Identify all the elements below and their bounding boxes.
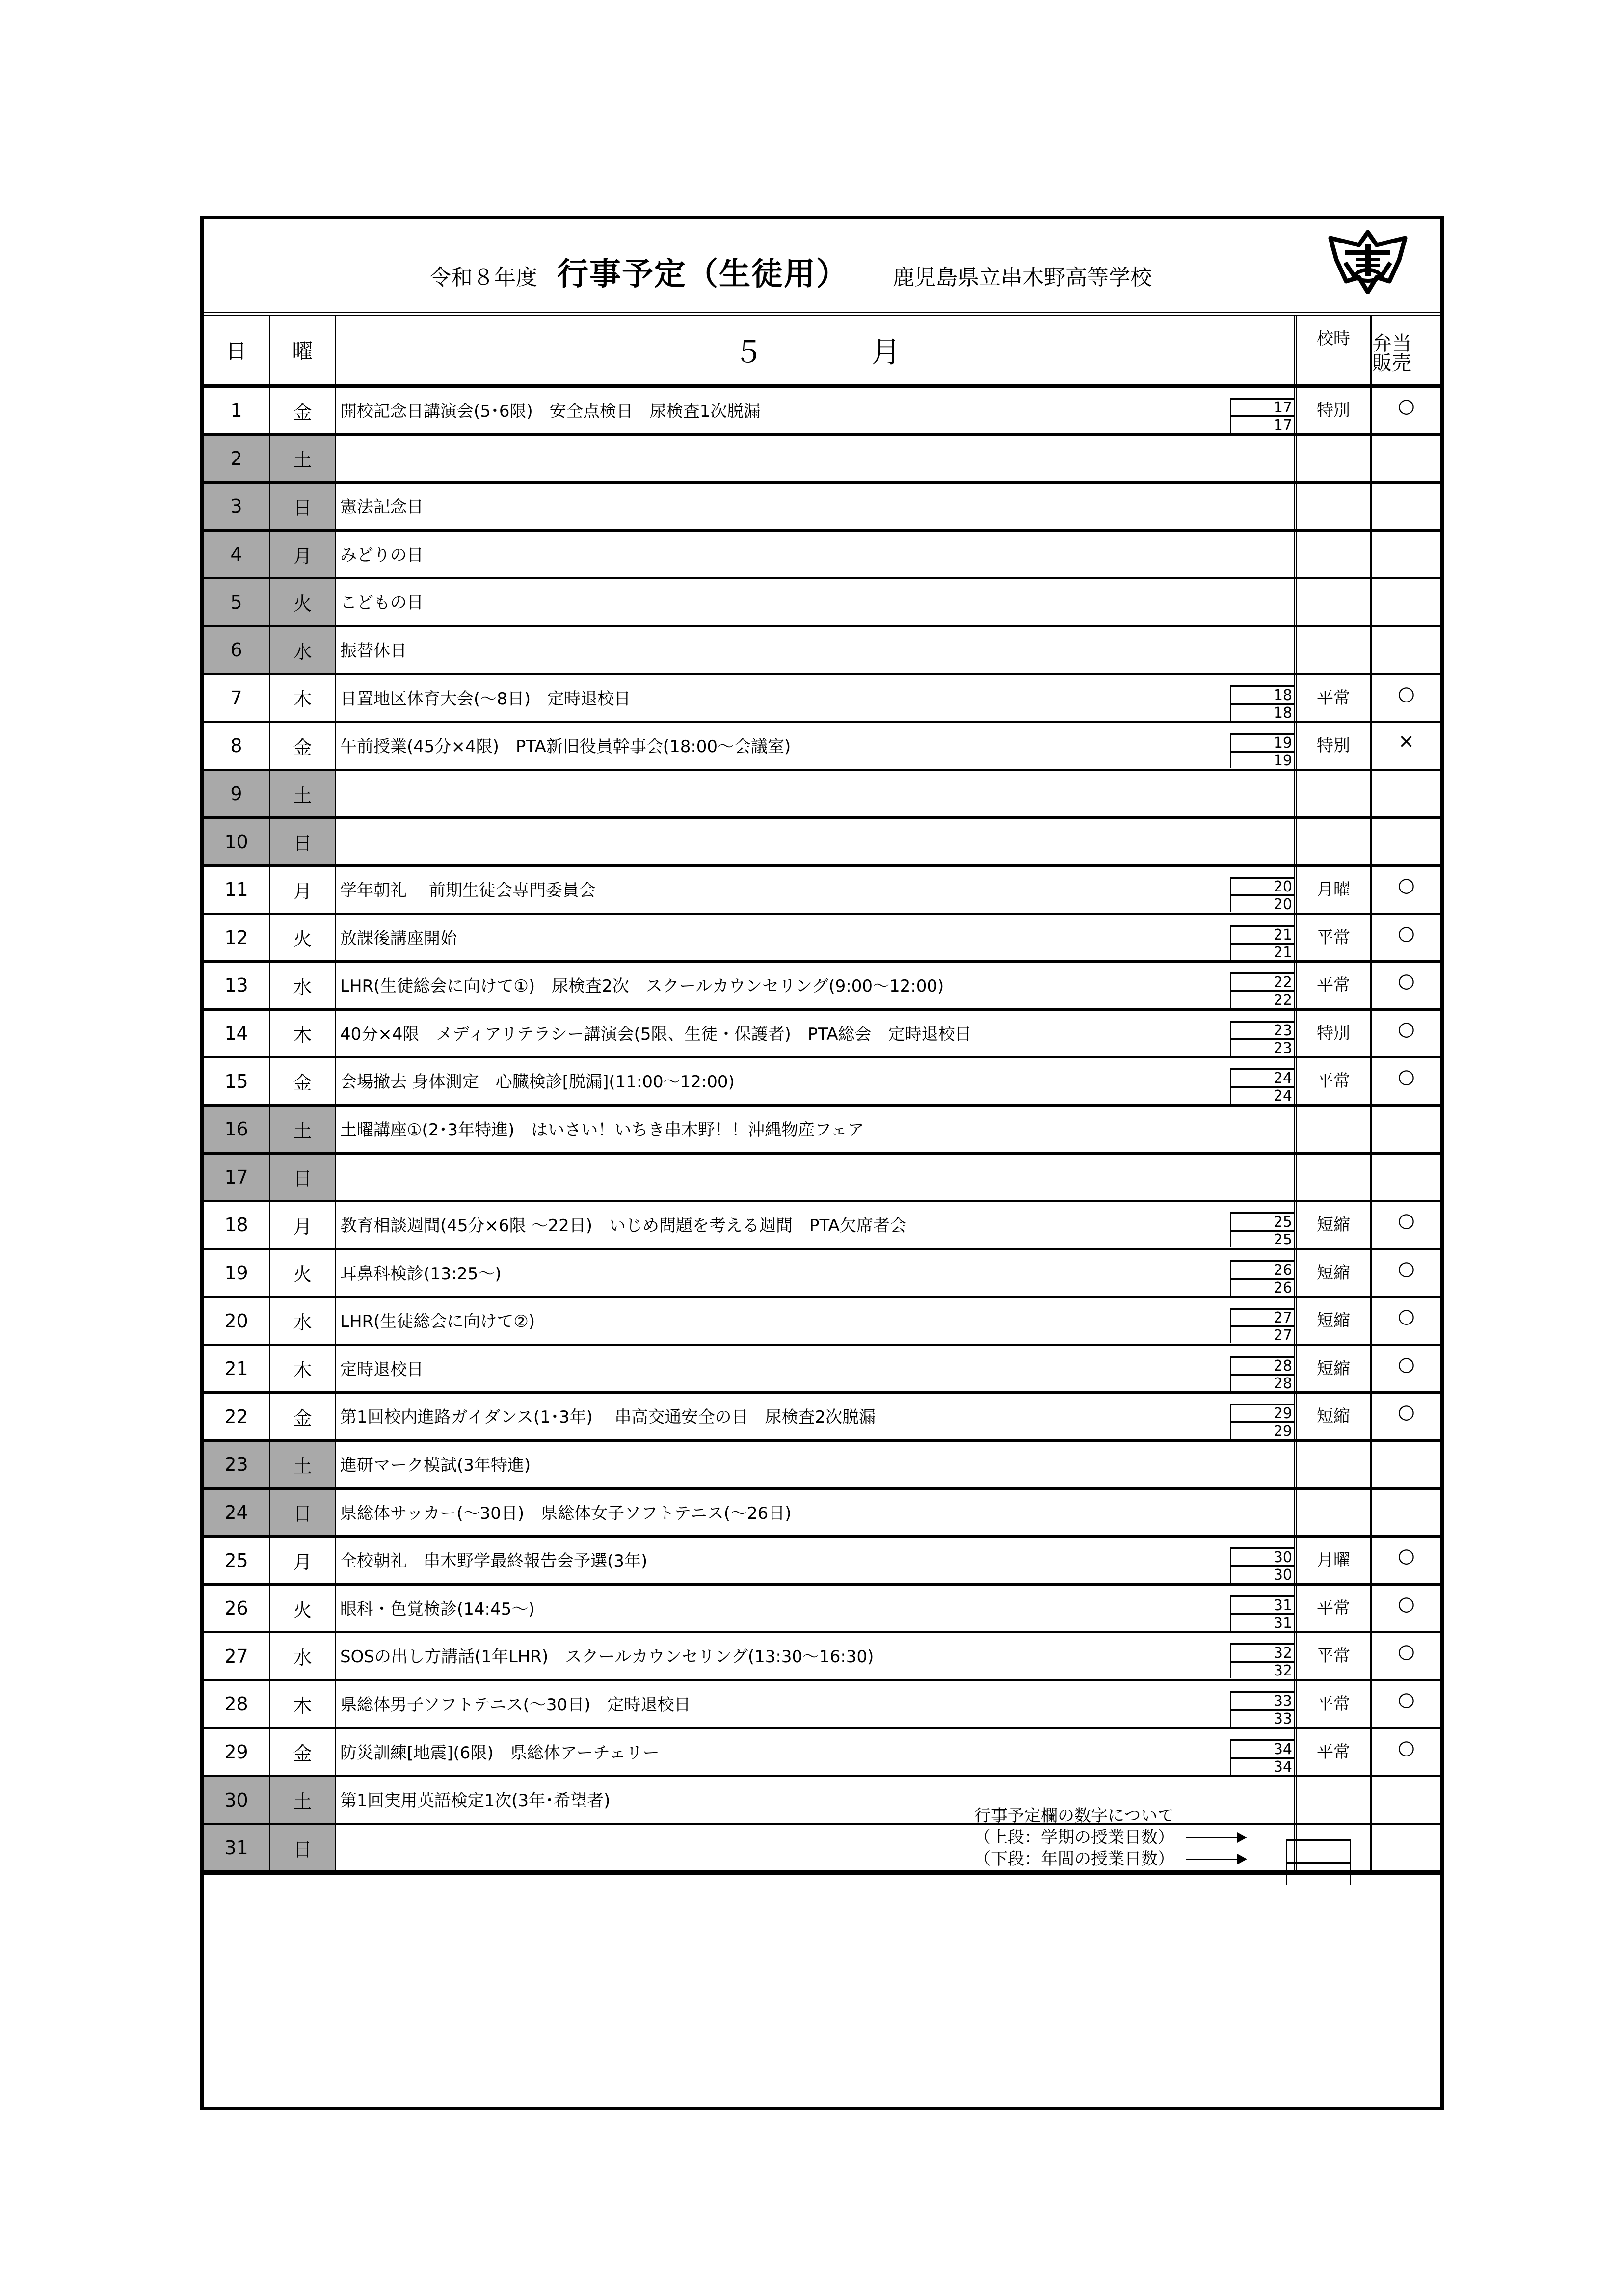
- table-row: [204, 481, 1440, 529]
- bento-sales-mark: ○: [1398, 1017, 1415, 1040]
- daycount-box: [1230, 1021, 1294, 1056]
- year-day-count: 28: [1231, 1374, 1294, 1391]
- daycount-box: [1230, 733, 1294, 768]
- legend-upper: [974, 1827, 1245, 1848]
- table-row: [204, 577, 1440, 625]
- table-row: [204, 1823, 1440, 1871]
- day-number: 26: [204, 1586, 270, 1631]
- weekday: 土: [270, 1777, 336, 1823]
- weekday: 金: [270, 1058, 336, 1104]
- school-hours-type: 平常: [1297, 675, 1372, 721]
- weekday: 土: [270, 771, 336, 817]
- table-row: [204, 960, 1440, 1008]
- table-row: [204, 1775, 1440, 1823]
- event-cell: [336, 1538, 1297, 1583]
- table-row: [204, 1296, 1440, 1344]
- school-emblem-icon: [1326, 230, 1410, 294]
- legend-lower-text: （下段：年間の授業日数）: [974, 1849, 1174, 1869]
- school-hours-type: 特別: [1297, 388, 1372, 433]
- term-day-count: 31: [1231, 1595, 1294, 1613]
- school-hours-type: [1297, 532, 1372, 577]
- event-cell: [336, 963, 1297, 1008]
- table-row: [204, 433, 1440, 482]
- table-bottom-rule: [204, 1870, 1440, 1875]
- event-text: 教育相談週間(45分×6限 ～22日) いじめ問題を考える週間 PTA欠席者会: [340, 1216, 906, 1236]
- table-row: [204, 1583, 1440, 1631]
- weekday: 日: [270, 484, 336, 529]
- term-day-count: 30: [1231, 1547, 1294, 1565]
- day-number: 21: [204, 1346, 270, 1392]
- bento-sales-mark: ○: [1398, 1305, 1415, 1328]
- term-day-count: 33: [1231, 1691, 1294, 1709]
- day-number: 6: [204, 627, 270, 673]
- schedule-table: [204, 312, 1440, 1875]
- column-header-day: 日: [204, 316, 270, 384]
- year-day-count: 30: [1231, 1565, 1294, 1583]
- event-text: LHR(生徒総会に向けて①) 尿検査2次 スクールカウンセリング(9:00～12:00): [340, 976, 944, 997]
- table-row: [204, 1679, 1440, 1727]
- school-hours-type: [1297, 627, 1372, 673]
- table-row: [204, 529, 1440, 577]
- day-number: 23: [204, 1442, 270, 1487]
- event-cell: [336, 1490, 1297, 1536]
- school-hours-type: 特別: [1297, 1011, 1372, 1056]
- table-row: [204, 1248, 1440, 1296]
- bento-sales-mark: [1372, 1490, 1440, 1536]
- weekday: 日: [270, 819, 336, 864]
- event-cell: [336, 1298, 1297, 1344]
- daycount-box: [1230, 1260, 1294, 1296]
- bento-sales-mark: [1372, 436, 1440, 482]
- event-cell: [336, 627, 1297, 673]
- weekday: 水: [270, 627, 336, 673]
- weekday: 金: [270, 1394, 336, 1439]
- title-band: [204, 219, 1440, 312]
- event-cell: [336, 1250, 1297, 1296]
- bento-sales-mark: [1372, 1777, 1440, 1823]
- daycount-box: [1230, 1212, 1294, 1247]
- daycount-box: [1230, 925, 1294, 960]
- table-row: [204, 385, 1440, 433]
- weekday: 木: [270, 1011, 336, 1056]
- day-number: 12: [204, 915, 270, 961]
- event-cell: [336, 532, 1297, 577]
- bento-sales-mark: ○: [1398, 1352, 1415, 1376]
- event-text: 学年朝礼 前期生徒会専門委員会: [340, 880, 596, 900]
- day-number: 19: [204, 1250, 270, 1296]
- table-row: [204, 1152, 1440, 1200]
- event-cell: [336, 675, 1297, 721]
- weekday: 木: [270, 1681, 336, 1727]
- bento-sales-mark: [1372, 771, 1440, 817]
- daycount-legend: [974, 1805, 1245, 1870]
- bento-sales-mark: ○: [1398, 682, 1415, 705]
- column-header-weekday: 曜: [270, 316, 336, 384]
- year-day-count: 21: [1231, 943, 1294, 960]
- year-day-count: 24: [1231, 1086, 1294, 1104]
- year-day-count: 34: [1231, 1757, 1294, 1775]
- day-number: 3: [204, 484, 270, 529]
- year-day-count: 26: [1231, 1278, 1294, 1296]
- event-cell: [336, 1442, 1297, 1487]
- event-cell: [336, 1586, 1297, 1631]
- event-cell: [336, 1011, 1297, 1056]
- event-text: 進研マーク模試(3年特進): [340, 1456, 531, 1476]
- weekday: 月: [270, 1202, 336, 1248]
- school-hours-type: [1297, 771, 1372, 817]
- table-row: [204, 1008, 1440, 1056]
- weekday: 金: [270, 388, 336, 433]
- weekday: 土: [270, 1107, 336, 1152]
- weekday: 月: [270, 867, 336, 913]
- bento-sales-mark: ○: [1398, 921, 1415, 945]
- bento-sales-mark: ○: [1398, 1688, 1415, 1711]
- table-row: [204, 1200, 1440, 1248]
- day-number: 18: [204, 1202, 270, 1248]
- year-day-count: 29: [1231, 1421, 1294, 1439]
- event-text: 防災訓練[地震](6限) 県総体アーチェリー: [340, 1743, 660, 1763]
- day-number: 7: [204, 675, 270, 721]
- legend-box-upper: [1287, 1839, 1350, 1862]
- term-day-count: 21: [1231, 925, 1294, 943]
- bento-sales-mark: [1372, 484, 1440, 529]
- school-hours-type: 平常: [1297, 1633, 1372, 1679]
- bento-sales-mark: ○: [1398, 395, 1415, 417]
- term-day-count: 29: [1231, 1404, 1294, 1421]
- term-day-count: 19: [1231, 733, 1294, 751]
- day-number: 1: [204, 388, 270, 433]
- day-number: 25: [204, 1538, 270, 1583]
- weekday: 月: [270, 532, 336, 577]
- day-number: 15: [204, 1058, 270, 1104]
- column-header-bento-sales: [1372, 316, 1440, 384]
- school-hours-type: [1297, 819, 1372, 864]
- year-day-count: 25: [1231, 1230, 1294, 1247]
- event-cell: [336, 1681, 1297, 1727]
- school-hours-type: 短縮: [1297, 1250, 1372, 1296]
- school-hours-type: 平常: [1297, 1586, 1372, 1631]
- school-hours-type: [1297, 1155, 1372, 1200]
- table-row: [204, 913, 1440, 961]
- school-hours-type: [1297, 1442, 1372, 1487]
- event-text: みどりの日: [340, 545, 424, 565]
- term-day-count: 34: [1231, 1739, 1294, 1757]
- table-row: [204, 1631, 1440, 1679]
- weekday: 水: [270, 963, 336, 1008]
- event-text: LHR(生徒総会に向けて②): [340, 1312, 535, 1332]
- event-text: 第1回校内進路ガイダンス(1･3年) 串高交通安全の日 尿検査2次脱漏: [340, 1407, 876, 1428]
- table-row: [204, 625, 1440, 673]
- event-cell: [336, 819, 1297, 864]
- school-hours-type: 平常: [1297, 1058, 1372, 1104]
- table-row: [204, 769, 1440, 817]
- event-text: 全校朝礼 串木野学最終報告会予選(3年): [340, 1551, 648, 1571]
- term-day-count: 24: [1231, 1068, 1294, 1086]
- weekday: 日: [270, 1490, 336, 1536]
- year-day-count: 17: [1231, 415, 1294, 433]
- table-row: [204, 1535, 1440, 1583]
- event-text: 午前授業(45分×4限) PTA新旧役員幹事会(18:00～会議室): [340, 737, 791, 757]
- daycount-box: [1230, 398, 1294, 433]
- daycount-box: [1230, 1691, 1294, 1727]
- event-cell: [336, 436, 1297, 482]
- event-cell: [336, 1058, 1297, 1104]
- event-cell: [336, 771, 1297, 817]
- term-day-count: 18: [1231, 685, 1294, 703]
- table-header-row: [204, 312, 1440, 385]
- legend-lower: [974, 1848, 1245, 1870]
- school-hours-type: [1297, 579, 1372, 625]
- weekday: 土: [270, 436, 336, 482]
- event-text: 開校記念日講演会(5･6限) 安全点検日 尿検査1次脱漏: [340, 402, 761, 421]
- school-hours-type: 平常: [1297, 963, 1372, 1008]
- table-body: [204, 385, 1440, 1870]
- daycount-box: [1230, 877, 1294, 912]
- year-day-count: 31: [1231, 1613, 1294, 1631]
- weekday: 月: [270, 1538, 336, 1583]
- term-day-count: 27: [1231, 1308, 1294, 1325]
- day-number: 11: [204, 867, 270, 913]
- legend-daycount-box: [1286, 1839, 1351, 1885]
- school-hours-type: 短縮: [1297, 1298, 1372, 1344]
- bento-sales-mark: [1372, 532, 1440, 577]
- school-hours-type: 平常: [1297, 1729, 1372, 1775]
- term-day-count: 25: [1231, 1212, 1294, 1230]
- weekday: 木: [270, 675, 336, 721]
- table-row: [204, 1439, 1440, 1487]
- bento-sales-mark: ×: [1398, 730, 1415, 753]
- event-cell: [336, 1394, 1297, 1439]
- day-number: 9: [204, 771, 270, 817]
- weekday: 火: [270, 915, 336, 961]
- weekday: 土: [270, 1442, 336, 1487]
- event-cell: [336, 388, 1297, 433]
- year-day-count: 18: [1231, 703, 1294, 721]
- event-cell: [336, 1633, 1297, 1679]
- year-day-count: 19: [1231, 751, 1294, 768]
- bento-sales-mark: ○: [1398, 1065, 1415, 1088]
- daycount-box: [1230, 1547, 1294, 1583]
- daycount-box: [1230, 1356, 1294, 1391]
- table-row: [204, 1344, 1440, 1392]
- day-number: 29: [204, 1729, 270, 1775]
- event-text: SOSの出し方講話(1年LHR) スクールカウンセリング(13:30～16:30): [340, 1647, 874, 1667]
- day-number: 28: [204, 1681, 270, 1727]
- day-number: 16: [204, 1107, 270, 1152]
- school-hours-type: 短縮: [1297, 1346, 1372, 1392]
- year-day-count: 27: [1231, 1325, 1294, 1343]
- daycount-box: [1230, 1595, 1294, 1631]
- day-number: 2: [204, 436, 270, 482]
- school-hours-type: [1297, 436, 1372, 482]
- daycount-box: [1230, 1404, 1294, 1439]
- event-cell: [336, 915, 1297, 961]
- year-day-count: 33: [1231, 1709, 1294, 1727]
- day-number: 14: [204, 1011, 270, 1056]
- bento-sales-mark: [1372, 1442, 1440, 1487]
- daycount-box: [1230, 1308, 1294, 1343]
- year-day-count: 32: [1231, 1661, 1294, 1678]
- school-hours-type: 特別: [1297, 723, 1372, 769]
- day-number: 13: [204, 963, 270, 1008]
- table-row: [204, 1727, 1440, 1775]
- bento-sales-mark: [1372, 819, 1440, 864]
- event-cell: [336, 867, 1297, 913]
- event-text: 県総体サッカー(～30日) 県総体女子ソフトテニス(～26日): [340, 1503, 792, 1523]
- school-hours-type: [1297, 1490, 1372, 1536]
- weekday: 日: [270, 1155, 336, 1200]
- event-text: こどもの日: [340, 593, 424, 613]
- table-row: [204, 721, 1440, 769]
- term-day-count: 28: [1231, 1356, 1294, 1374]
- month-label: 月: [871, 335, 901, 370]
- day-number: 5: [204, 579, 270, 625]
- daycount-box: [1230, 972, 1294, 1008]
- day-number: 27: [204, 1633, 270, 1679]
- bento-sales-mark: [1372, 627, 1440, 673]
- term-day-count: 32: [1231, 1643, 1294, 1661]
- school-hours-type: 短縮: [1297, 1394, 1372, 1439]
- event-cell: [336, 723, 1297, 769]
- bento-sales-mark: [1372, 1155, 1440, 1200]
- daycount-box: [1230, 1643, 1294, 1678]
- table-row: [204, 1487, 1440, 1536]
- year-day-count: 23: [1231, 1038, 1294, 1056]
- column-header-month: [336, 316, 1297, 384]
- bento-sales-mark: ○: [1398, 1640, 1415, 1663]
- year-day-count: 20: [1231, 894, 1294, 912]
- title-line: [429, 249, 1152, 294]
- event-cell: [336, 484, 1297, 529]
- table-row: [204, 1056, 1440, 1104]
- bento-sales-mark: ○: [1398, 1736, 1415, 1759]
- bento-sales-mark: [1372, 1825, 1440, 1871]
- legend-title: 行事予定欄の数字について: [974, 1806, 1174, 1826]
- weekday: 金: [270, 1729, 336, 1775]
- table-row: [204, 673, 1440, 721]
- bento-sales-mark: ○: [1398, 1544, 1415, 1567]
- school-hours-type: 短縮: [1297, 1202, 1372, 1248]
- legend-upper-text: （上段：学期の授業日数）: [974, 1828, 1174, 1847]
- arrow-right-icon: [1186, 1859, 1245, 1860]
- bento-sales-mark: ○: [1398, 873, 1415, 896]
- event-cell: [336, 579, 1297, 625]
- event-text: 土曜講座①(2･3年特進) はいさい！いちき串木野！！沖縄物産フェア: [340, 1120, 864, 1140]
- year-day-count: 22: [1231, 990, 1294, 1008]
- event-cell: [336, 1729, 1297, 1775]
- daycount-box: [1230, 1739, 1294, 1775]
- table-row: [204, 816, 1440, 864]
- bento-sales-mark: ○: [1398, 1592, 1415, 1615]
- school-hours-type: 月曜: [1297, 867, 1372, 913]
- event-text: 憲法記念日: [340, 497, 424, 517]
- weekday: 木: [270, 1346, 336, 1392]
- event-text: 定時退校日: [340, 1359, 424, 1379]
- event-text: 第1回実用英語検定1次(3年･希望者): [340, 1791, 611, 1811]
- event-text: 放課後講座開始: [340, 928, 457, 948]
- bento-sales-mark: ○: [1398, 1257, 1415, 1280]
- day-number: 30: [204, 1777, 270, 1823]
- schedule-sheet: [200, 216, 1444, 2110]
- term-day-count: 17: [1231, 398, 1294, 415]
- bento-label-line1: 弁当: [1372, 332, 1411, 355]
- day-number: 4: [204, 532, 270, 577]
- school-hours-type: 平常: [1297, 1681, 1372, 1727]
- day-number: 31: [204, 1825, 270, 1871]
- term-day-count: 23: [1231, 1021, 1294, 1038]
- day-number: 20: [204, 1298, 270, 1344]
- event-text: 眼科・色覚検診(14:45～): [340, 1599, 535, 1619]
- event-text: 県総体男子ソフトテニス(～30日) 定時退校日: [340, 1695, 691, 1715]
- event-cell: [336, 1346, 1297, 1392]
- weekday: 日: [270, 1825, 336, 1871]
- weekday: 水: [270, 1633, 336, 1679]
- day-number: 22: [204, 1394, 270, 1439]
- column-header-school-hours: 校時: [1297, 316, 1372, 384]
- event-text: 振替休日: [340, 641, 407, 661]
- bento-label-line2: 販売: [1372, 352, 1411, 375]
- table-row: [204, 1391, 1440, 1439]
- table-row: [204, 864, 1440, 913]
- event-text: 耳鼻科検診(13:25～): [340, 1264, 502, 1284]
- event-cell: [336, 1155, 1297, 1200]
- weekday: 火: [270, 1250, 336, 1296]
- weekday: 金: [270, 723, 336, 769]
- arrow-right-icon: [1186, 1837, 1245, 1838]
- weekday: 火: [270, 1586, 336, 1631]
- page-title: 行事予定（生徒用）: [557, 256, 849, 293]
- weekday: 火: [270, 579, 336, 625]
- school-hours-type: 月曜: [1297, 1538, 1372, 1583]
- month-number: ５: [734, 335, 763, 370]
- school-name: 鹿児島県立串木野高等学校: [893, 265, 1152, 290]
- school-hours-type: 平常: [1297, 915, 1372, 961]
- weekday: 水: [270, 1298, 336, 1344]
- legend-box-lower: [1287, 1862, 1350, 1885]
- day-number: 10: [204, 819, 270, 864]
- bento-sales-mark: ○: [1398, 970, 1415, 993]
- event-text: 40分×4限 メディアリテラシー講演会(5限、生徒・保護者) PTA総会 定時退校日: [340, 1024, 972, 1044]
- event-text: 日置地区体育大会(～8日) 定時退校日: [340, 689, 631, 709]
- bento-sales-mark: ○: [1398, 1401, 1415, 1424]
- school-hours-type: [1297, 1107, 1372, 1152]
- term-day-count: 20: [1231, 877, 1294, 894]
- daycount-box: [1230, 685, 1294, 721]
- event-cell: [336, 1202, 1297, 1248]
- term-day-count: 22: [1231, 972, 1294, 990]
- fiscal-year-label: 令和８年度: [429, 265, 537, 290]
- day-number: 8: [204, 723, 270, 769]
- event-cell: [336, 1107, 1297, 1152]
- event-text: 会場撤去 身体測定 心臓検診[脱漏](11:00～12:00): [340, 1072, 735, 1092]
- school-hours-type: [1297, 484, 1372, 529]
- day-number: 24: [204, 1490, 270, 1536]
- bento-sales-mark: [1372, 1107, 1440, 1152]
- day-number: 17: [204, 1155, 270, 1200]
- bento-sales-mark: ○: [1398, 1209, 1415, 1232]
- table-row: [204, 1104, 1440, 1152]
- school-hours-type: [1297, 1777, 1372, 1823]
- daycount-box: [1230, 1068, 1294, 1104]
- bento-sales-mark: [1372, 579, 1440, 625]
- term-day-count: 26: [1231, 1260, 1294, 1278]
